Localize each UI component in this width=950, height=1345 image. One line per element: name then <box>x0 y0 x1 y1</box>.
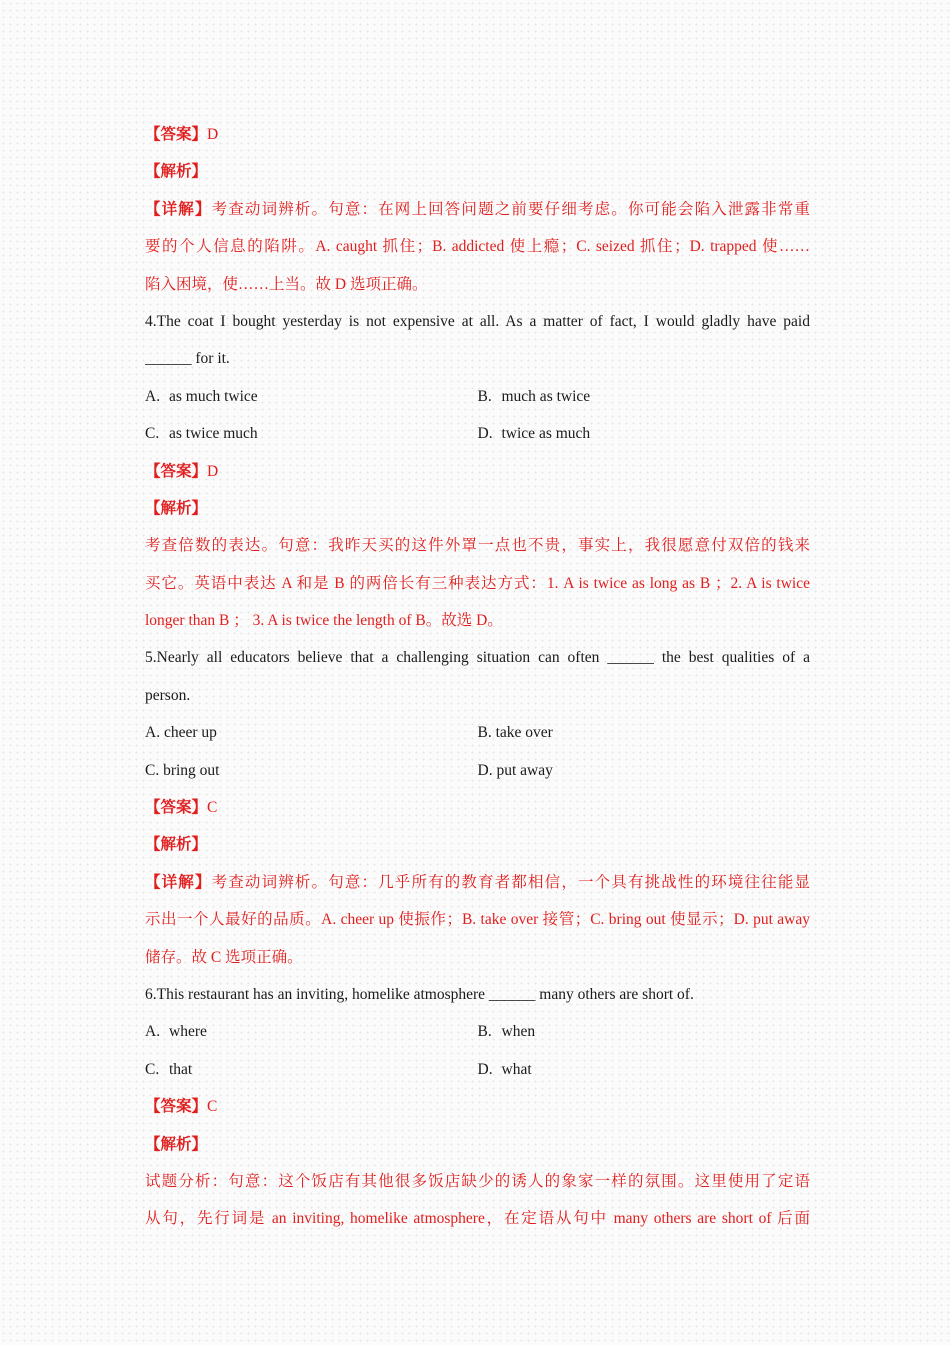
option-letter: A. <box>145 724 161 742</box>
detail-line-3: 陷入困境，使……上当。故 D 选项正确。 <box>145 275 428 293</box>
detail-text: 考查动词辨析。句意：几乎所有的教育者都相信，一个具有挑战性的环境往往能显 <box>211 873 810 891</box>
option-letter: B. <box>477 387 492 405</box>
option-text: put away <box>496 761 553 779</box>
option-c <box>145 1051 478 1088</box>
analysis-heading <box>145 1126 810 1163</box>
answer-tag: 【答案】 <box>145 462 208 480</box>
answer-line <box>145 789 810 826</box>
analysis-line-1: 考查倍数的表达。句意：我昨天买的这件外罩一点也不贵，事实上，我很愿意付双倍的钱来 <box>145 537 810 555</box>
option-a <box>145 378 478 415</box>
question-4-options-row-1 <box>145 378 810 415</box>
detail-line-2: 示出一个人最好的品质。A. cheer up 使振作；B. take over 接管；C. bring out 使显示；D. put away <box>145 911 810 929</box>
analysis-heading <box>145 826 810 863</box>
detail-tag: 【详解】 <box>145 200 212 218</box>
option-letter: C. <box>145 425 160 443</box>
analysis-tag: 【解析】 <box>145 499 208 517</box>
option-d <box>478 752 811 789</box>
analysis-tag: 【解析】 <box>145 836 208 854</box>
option-a <box>145 714 478 751</box>
question-5-options-row-2 <box>145 752 810 789</box>
option-text: that <box>169 1060 193 1078</box>
question-4-stem-1: 4.The coat I bought yesterday is not expensive at all. As a matter of fact, I would gladly have paid <box>145 312 810 330</box>
question-4-stem-2: ______ for it. <box>145 350 230 368</box>
option-c <box>145 752 478 789</box>
option-letter: A. <box>145 387 161 405</box>
option-letter: C. <box>145 761 160 779</box>
answer-line <box>145 453 810 490</box>
option-b <box>478 378 811 415</box>
option-letter: B. <box>477 724 492 742</box>
option-text: when <box>501 1023 536 1041</box>
option-d <box>478 1051 811 1088</box>
option-letter: D. <box>477 425 493 443</box>
question-5-stem-1: 5.Nearly all educators believe that a challenging situation can often ______ the best qualities of a <box>145 649 810 667</box>
answer-line <box>145 1088 810 1125</box>
detail-text: 考查动词辨析。句意：在网上回答问题之前要仔细考虑。你可能会陷入泄露非常重 <box>211 200 810 218</box>
answer-value: D <box>207 126 219 143</box>
question-6-options-row-1 <box>145 1013 810 1050</box>
analysis-line-3: longer than B ； 3. A is twice the length of B。故选 D。 <box>145 612 503 630</box>
question-5-stem-2: person. <box>145 686 191 704</box>
option-text: bring out <box>163 761 220 779</box>
option-text: take over <box>495 724 553 742</box>
option-text: where <box>169 1023 207 1041</box>
answer-value: C <box>207 799 218 817</box>
option-d <box>478 415 811 452</box>
option-letter: D. <box>477 1060 493 1078</box>
answer-value: D <box>207 462 219 480</box>
detail-line-3: 储存。故 C 选项正确。 <box>145 948 303 966</box>
option-letter: C. <box>145 1060 160 1078</box>
option-text: cheer up <box>163 724 217 742</box>
option-text: as twice much <box>169 425 258 443</box>
option-letter: A. <box>145 1023 161 1041</box>
question-5-options-row-1 <box>145 714 810 751</box>
answer-tag: 【答案】 <box>145 126 208 143</box>
option-text: twice as much <box>501 425 591 443</box>
option-text: what <box>501 1060 532 1078</box>
analysis-heading <box>145 153 810 190</box>
option-letter: B. <box>477 1023 492 1041</box>
question-6-options-row-2 <box>145 1051 810 1088</box>
question-4-options-row-2 <box>145 415 810 452</box>
option-b <box>478 714 811 751</box>
detail-tag: 【详解】 <box>145 873 212 891</box>
detail-line-2: 要的个人信息的陷阱。A. caught 抓住；B. addicted 使上瘾；C. seized 抓住；D. trapped 使…… <box>145 238 810 256</box>
option-c <box>145 415 478 452</box>
analysis-tag: 【解析】 <box>145 163 208 181</box>
answer-line <box>145 116 810 153</box>
analysis-heading <box>145 490 810 527</box>
option-text: as much twice <box>169 387 258 405</box>
answer-value: C <box>207 1098 218 1116</box>
option-a <box>145 1013 478 1050</box>
analysis-line-1: 试题分析：句意：这个饭店有其他很多饭店缺少的诱人的象家一样的氛围。这里使用了定语 <box>145 1172 810 1190</box>
analysis-tag: 【解析】 <box>145 1135 208 1153</box>
option-b <box>478 1013 811 1050</box>
analysis-line-2: 买它。英语中表达 A 和是 B 的两倍长有三种表达方式：1. A is twice as long as B ；2. A is twice <box>145 574 810 592</box>
option-letter: D. <box>477 761 493 779</box>
answer-tag: 【答案】 <box>145 799 208 817</box>
detail-line-1 <box>145 191 810 228</box>
answer-tag: 【答案】 <box>145 1098 208 1116</box>
question-6-stem: 6.This restaurant has an inviting, homelike atmosphere ______ many others are short of. <box>145 985 694 1003</box>
detail-line-1 <box>145 864 810 901</box>
analysis-line-2: 从句，先行词是 an inviting, homelike atmosphere，在定语从句中 many others are short of 后面 <box>145 1210 810 1228</box>
page-content <box>145 116 810 1238</box>
option-text: much as twice <box>501 387 591 405</box>
